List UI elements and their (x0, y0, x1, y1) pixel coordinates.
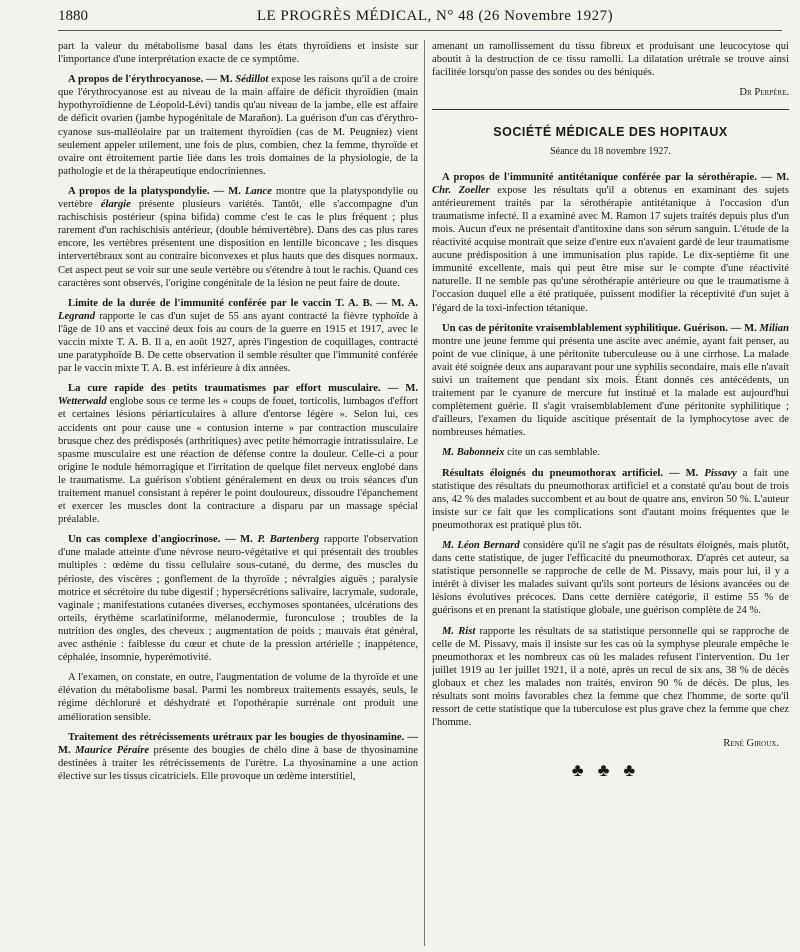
right-column (432, 40, 789, 946)
paragraph-antitetanique: A propos de l'immunité antitétanique conférée par la sérothérapie. — M. Chr. Zoeller expose les résultats qu'il a obtenus en examinant des sujets antérieurement traités par la sérothérapie antitétanique à l'occasion d'un traumatisme infecté. Il a examiné avec M. Ramon 17 sujets traités depuis plus d'un mois. Aucun d'eux ne présentait d'antitoxine dans son sérum sanguin. L'étude de la réactivité acquise montrait que seize d'entre eux n'avaient gardé de leur traumatisme aucune prédisposition à une immunisation plus rapide. Le dix-septième fit une immunité excellente, mais qui peut être mise sur le compte d'une réactivité naturelle. Il ne semble pas qu'une sérothérapie antérieure ou que le traumatisme à l'occasion duquel elle a été pratiquée, puissent modifier la réceptivité d'un sujet à l'égard de la toxi-infection tétanique. (432, 171, 789, 314)
paragraph-platyspondylie: A propos de la platyspondylie. — M. Lance montre que la platyspondylie ou vertèbre élargie présente plusieurs variétés. Tantôt, elle s'accompagne d'un rachischisis postérieur (spina bifida) comme c'est le cas le plus fréquent ; plus rarement d'un rachischisis antérieur, (double hémivertèbre). Dans des cas plus rares encore, les vertèbres présentent une disposition en lentille biconcave ; les disques intervertébraux sont au contraire biconvexes et plus hauts que des disques normaux. Cet aspect peut se voir sur une seule vertèbre ou s'étendre à tout le rachis. Quand ces caractères sont observés, l'origine congénitale de la lésion ne peut faire de doute. (58, 185, 418, 289)
journal-title: LE PROGRÈS MÉDICAL, N° 48 (26 Novembre 1927) (256, 8, 614, 24)
paragraph-traumatismes: La cure rapide des petits traumatismes par effort musculaire. — M. Wetterwald englobe sous ce terme les « coups de fouet, torticolis, lumbagos d'effort et certaines lésions périarticulaires à allure d'entorse légère ». Selon lui, ces accidents ont pour cause une « contusion interne » par contraction musculaire brusque chez des prédisposés (arthritiques) avec petite hémorragie intratissulaire. Le spasme musculaire est une réaction de défense contre la douleur. Celle-ci a pour origine le nodule hémorragique et l'irritation de quelque filet nerveux englobé dans le traumatisme. La guérison s'obtient généralement en deux ou trois séances d'un traitement manuel consistant à repérer le point douloureux, dissoudre l'épanchement et exercer les muscles dont la contracture a disparu par un massage spécial préalable. (58, 383, 418, 526)
column-divider (424, 40, 425, 946)
paragraph-pneumothorax: Résultats éloignés du pneumothorax artificiel. — M. Pissavy a fait une statistique des résultats du pneumothorax artificiel et a constaté qu'au bout de trois ans, 42 % des malades succombent et au bout de quatre ans, environ 50 %. L'auteur insiste sur ce fait que les complications sont d'autant moins fréquentes que le pneumothorax est pratiqué plus tôt. (432, 467, 789, 531)
section-title: SOCIÉTÉ MÉDICALE DES HOPITAUX (493, 125, 728, 140)
paragraph: A l'examen, on constate, en outre, l'augmentation de volume de la thyroïde et une élévation du métabolisme basal. Parmi les nombreux traitements essayés, seuls, le régime déchloruré et déshydraté et l'opothérapie surrénale ont produit une amélioration sensible. (58, 672, 418, 723)
paragraph-vaccin-tab: Limite de la durée de l'immunité conférée par le vaccin T. A. B. — M. A. Legrand rapporte le cas d'un sujet de 55 ans ayant contracté la fièvre typhoïde à l'âge de 10 ans et vacciné deux fois au cours de la guerre en 1915 et 1917, avec le vaccin mixte T. A. B. Il a, en août 1927, après l'ingestion de coquillages, contracté une paratyphoïde B. De cette observation il semble résulter que l'immunité conférée par le vaccin mixte T. A. B. est inférieure à dix années. (58, 297, 418, 375)
paragraph-angiocrinose: Un cas complexe d'angiocrinose. — M. P. Bartenberg rapporte l'observation d'une malade atteinte d'une névrose neuro-végétative et qui présentait des troubles multiples : œdème du tissu cellulaire sous-cutané, du derme, des muscles du périoste, des viscères ; gonflement de la thyroïde ; névralgies aiguës ; paralysie motrice et sécrétoire du tube digestif ; hypersécrétions salivaire, lacrymale, sudorale, vaginale ; manifestations cutanées diverses, ecchymoses spontanées, ulcérations des orteils, érythème scarlatiniforme, mélanodermie, furonculose ; troubles de la nutrition des ongles, des cheveux ; augmentation de poids ; mauvais état général, avec asthénie : faiblesse du cœur et chute de la pression artérielle ; inappétence, céphalée, insomnie, hyperémotivité. (58, 534, 418, 664)
signature: Dr Perpère. (739, 87, 789, 99)
left-column (58, 40, 418, 946)
paragraph-peritonite: Un cas de péritonite vraisemblablement syphilitique. Guérison. — M. Milian montre une jeune femme qui présenta une ascite avec anémie, ayant fait penser, au point de vue clinique, à une péritonite tuberculeuse ou à une cirrhose. La malade avait été soignée deux ans auparavant pour une syphilis secondaire, mais elle n'avait suivi un traitement que pendant six mois. Étant donnés ces antécédents, un traitement par le cyanure de mercure fut institué et la malade est aujourd'hui complètement guérie. Il s'agit vraisemblablement d'une péritonite syphilitique ; d'ailleurs, l'examen du liquide ascitique présentait de la lymphocytose avec de nombreuses hématies. (432, 322, 789, 439)
session-date: Séance du 18 novembre 1927. (550, 146, 671, 158)
page-number: 1880 (58, 8, 88, 24)
page-header (58, 8, 782, 31)
ornament-icon: ♣♣♣ (571, 760, 650, 781)
paragraph-bernard: M. Léon Bernard considère qu'il ne s'agit pas de résultats éloignés, mais plutôt, dans cette statistique, de juger l'efficacité du pneumothorax. D'après cet auteur, sa statistique personnelle se rapproche de celle de M. Pissavy, mais pour lui, il y a intérêt à diviser les malades suivant qu'ils sont porteurs de lésions avancées ou de lésions évolutives précoces. Dans cette dernière catégorie, il estime 55 % de guérisons et en prenant la statistique globale, une guérison complète de 24 %. (432, 540, 789, 617)
paragraph-babonneix: M. Babonneix cite un cas semblable. (442, 447, 601, 459)
paragraph-rist: M. Rist rapporte les résultats de sa statistique personnelle qui se rapproche de celle de M. Pissavy, mais il insiste sur les cas où la symphyse pleurale empêche le pneumothorax et les nombreux cas où les malades refusent l'intervention. Du 1er juillet 1919 au 1er juillet 1921, il a noté, après un recul de six ans, 38 % de décès globaux et chez les malades non traités, environ 90 % de décès. De plus, les résultats sont moins favorables chez la femme que chez l'homme, de sorte qu'il ressort de cette statistique que la tuberculose est plus grave chez la femme que chez l'homme. (432, 625, 789, 729)
paragraph: amenant un ramollissement du tissu fibreux et produisant une leucocytose qui aboutit à la destruction de ce tissu ramolli. La dilatation urétrale se trouve ainsi facilitée lorsqu'on passe des sondes ou des béniqués. (432, 41, 789, 79)
paragraph-thyosinamine: Traitement des rétrécissements urétraux par les bougies de thyosinamine. — M. Maurice Péraire présente des bougies de chélo dine à base de thyosinamine destinées à traiter les rétrécissements de l'urètre. La thyosinamine a une action élective sur les tissus cicatriciels. Elle provoque un œdème interstitiel, (58, 731, 418, 782)
paragraph-erythrocyanose: A propos de l'érythrocyanose. — M. Sédillot expose les raisons qu'il a de croire que l'érythrocyanose est au niveau de la main affaire de déficit thyroïdien (main hypothyroïdienne de Léopold-Lévi) tandis qu'au niveau de la jambe, elle est affaire de déficit ovarien (jambe hypogénitale de Marañon). La guérison d'un cas d'érythro-cyanose sus-malléolaire par un traitement thyroïdien (cas de M. Peugniez) vient seulement appeler utilement, une fois de plus, combien, chez la femme, thyroïde et ovaire ont étroitement partie liée dans les trois domaines de la physiologie, de la pathologie et de la thérapeutique endocriniennes. (58, 74, 418, 177)
signature: René Giroux. (723, 738, 779, 750)
paragraph: part la valeur du métabolisme basal dans les états thyroïdiens et insiste sur l'importance d'une interprétation exacte de ce symptôme. (58, 41, 418, 66)
section-rule (432, 109, 789, 110)
